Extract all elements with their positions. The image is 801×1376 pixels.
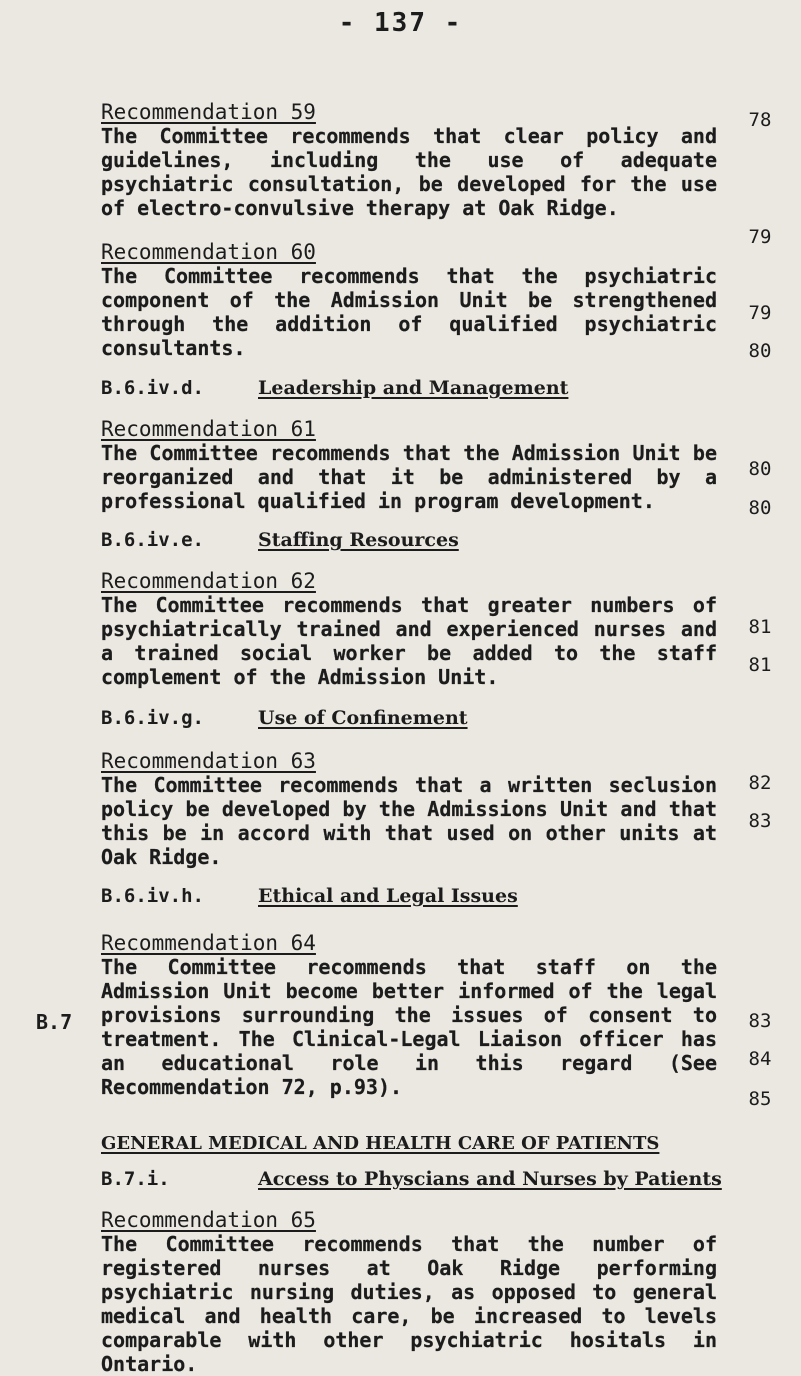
section-title: Leadership and Management [258, 377, 569, 399]
section-heading-b7i [101, 1168, 722, 1194]
margin-number: 79 [748, 302, 772, 324]
section-code: B.6.iv.g. [101, 707, 204, 729]
recommendation-65 [101, 1208, 717, 1376]
recommendation-text: The Committee recommends that greater numbers of psychiatrically trained and experienced nurses and a trained social worker be added to the staff complement of the Admission Unit. [101, 593, 717, 689]
recommendation-text: The Committee recommends that the number of registered nurses at Oak Ridge performing psychiatric nursing duties, as opposed to general medical and health care, be increased to levels comparable with other psychiatric hositals in Ontario. [101, 1232, 717, 1376]
recommendation-title: Recommendation 62 [101, 569, 316, 593]
section-title: Staffing Resources [258, 529, 459, 551]
section-title: Use of Confinement [258, 707, 468, 729]
recommendation-text: The Committee recommends that the psychiatric component of the Admission Unit be strengthened through the addition of qualified psychiatric consultants. [101, 264, 717, 360]
recommendation-text: The Committee recommends that a written seclusion policy be developed by the Admissions Unit and that this be in accord with that used on other units at Oak Ridge. [101, 773, 717, 869]
margin-number: 82 [748, 772, 772, 794]
margin-number: 81 [748, 616, 772, 638]
section-title: Ethical and Legal Issues [258, 885, 518, 907]
general-heading: GENERAL MEDICAL AND HEALTH CARE OF PATIENTS [101, 1133, 660, 1154]
margin-number: 84 [748, 1048, 772, 1070]
margin-number: 85 [748, 1088, 772, 1110]
section-heading-b6ivd [101, 377, 717, 403]
recommendation-64 [101, 931, 717, 1099]
section-title: Access to Physcians and Nurses by Patients [258, 1168, 722, 1190]
recommendation-title: Recommendation 64 [101, 931, 316, 955]
recommendation-title: Recommendation 61 [101, 417, 316, 441]
document-body [101, 74, 722, 1376]
section-code: B.6.iv.e. [101, 529, 204, 551]
section-code: B.6.iv.d. [101, 377, 204, 399]
margin-number: 78 [748, 109, 772, 131]
page-number: - 137 - [338, 8, 463, 38]
margin-number: 81 [748, 654, 772, 676]
margin-number: 79 [748, 226, 772, 248]
margin-number: 80 [748, 497, 772, 519]
margin-number: 80 [748, 458, 772, 480]
section-heading-b6ivh [101, 885, 717, 911]
margin-label-b7: B.7 [36, 1010, 73, 1034]
recommendation-title: Recommendation 59 [101, 100, 316, 124]
recommendation-63 [101, 749, 717, 869]
section-code: B.6.iv.h. [101, 885, 204, 907]
recommendation-text: The Committee recommends that staff on the Admission Unit become better informed of the legal provisions surrounding the issues of consent to treatment. The Clinical-Legal Liaison officer has an educational role in this regard (See Recommendation 72, p.93). [101, 955, 717, 1099]
recommendation-text: The Committee recommends that clear policy and guidelines, including the use of adequate psychiatric consultation, be developed for the use of electro-convulsive therapy at Oak Ridge. [101, 124, 717, 220]
section-code: B.7.i. [101, 1168, 170, 1190]
section-heading-b6ive [101, 529, 717, 555]
recommendation-61 [101, 417, 717, 513]
recommendation-title: Recommendation 60 [101, 240, 316, 264]
recommendation-text: The Committee recommends that the Admission Unit be reorganized and that it be administered by a professional qualified in program development. [101, 441, 717, 513]
recommendation-60 [101, 240, 717, 360]
margin-number: 83 [748, 1010, 772, 1032]
recommendation-title: Recommendation 63 [101, 749, 316, 773]
recommendation-59 [101, 100, 717, 220]
margin-number: 80 [748, 340, 772, 362]
margin-number: 83 [748, 810, 772, 832]
recommendation-62 [101, 569, 717, 689]
general-heading-row [101, 1133, 717, 1154]
section-heading-b6ivg [101, 707, 717, 733]
recommendation-title: Recommendation 65 [101, 1208, 316, 1232]
